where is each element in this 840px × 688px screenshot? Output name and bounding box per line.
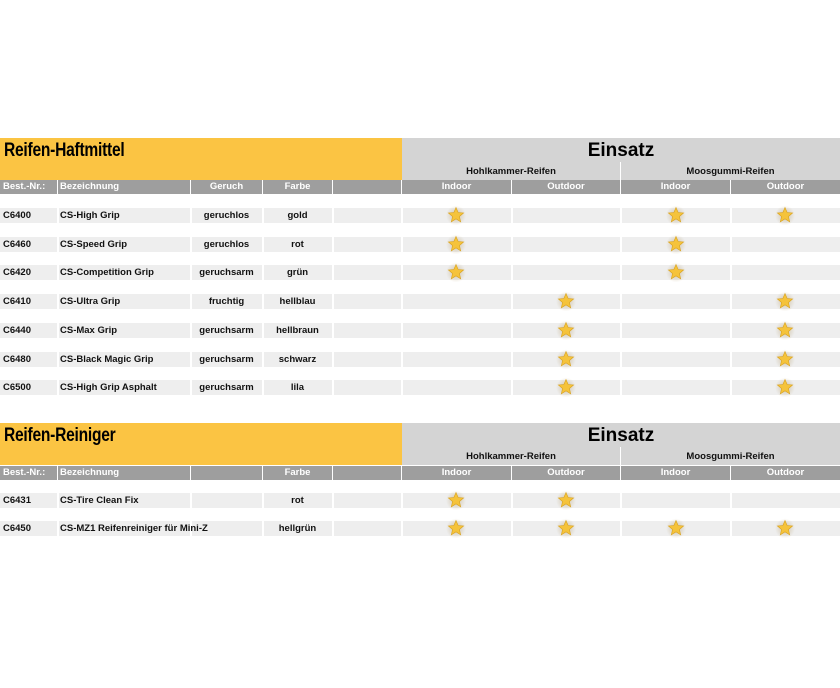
cell-gap — [620, 521, 622, 536]
cell-gap — [730, 265, 732, 280]
table-row — [0, 294, 840, 309]
star-icon — [556, 490, 576, 510]
cell-gap — [57, 352, 59, 367]
cell-gap — [511, 323, 513, 338]
cell-gap — [332, 208, 334, 223]
einsatz-title: Einsatz — [587, 140, 655, 161]
cell-gap — [511, 208, 513, 223]
cell-gap — [332, 294, 334, 309]
cell-farbe: schwarz — [278, 353, 317, 365]
cell-farbe: grün — [286, 267, 309, 279]
cell-gap — [401, 352, 403, 367]
cell-gap — [511, 265, 513, 280]
cell-gap — [730, 380, 732, 395]
cell-gap — [620, 493, 622, 508]
cell-gap — [620, 265, 622, 280]
cell-gap — [57, 380, 59, 395]
cell-gap — [401, 493, 403, 508]
cell-geruch — [191, 521, 262, 536]
cell-nr: C6440 — [3, 324, 31, 336]
cell-gap — [511, 352, 513, 367]
cell-gap — [401, 323, 403, 338]
group-hohlkammer: Hohlkammer-Reifen — [466, 451, 556, 462]
star-icon — [775, 377, 795, 397]
col-header-indoor-moosgummi: Indoor — [660, 467, 691, 478]
cell-name: CS-High Grip Asphalt — [60, 382, 157, 394]
cell-gap — [730, 208, 732, 223]
cell-gap — [57, 493, 59, 508]
cell-gap — [332, 380, 334, 395]
star-icon — [666, 205, 686, 225]
table-row — [0, 380, 840, 395]
cell-farbe: gold — [287, 210, 308, 221]
cell-gap — [511, 237, 513, 252]
cell-nr: C6480 — [3, 353, 31, 365]
table-row — [0, 237, 840, 252]
cell-name: CS-Ultra Grip — [60, 296, 121, 308]
cell-gap — [332, 237, 334, 252]
cell-farbe: hellbraun — [276, 324, 319, 336]
cell-name: CS-MZ1 Reifenreiniger für Mini-Z — [60, 523, 208, 534]
cell-gap — [620, 237, 622, 252]
cell-gap — [332, 265, 334, 280]
col-separator — [57, 466, 58, 480]
col-separator — [57, 180, 58, 194]
row-background — [0, 323, 840, 338]
cell-gap — [511, 521, 513, 536]
star-icon — [556, 320, 576, 340]
group-hohlkammer: Hohlkammer-Reifen — [466, 166, 556, 177]
col-header-outdoor-hohlkammer: Outdoor — [547, 467, 585, 478]
table-row — [0, 265, 840, 280]
cell-farbe: rot — [291, 495, 304, 506]
row-background — [0, 208, 840, 223]
row-background — [0, 294, 840, 309]
cell-gap — [730, 294, 732, 309]
col-separator — [332, 466, 333, 480]
cell-nr: C6500 — [3, 382, 31, 394]
star-icon — [446, 234, 466, 254]
cell-gap — [401, 380, 403, 395]
cell-gap — [57, 323, 59, 338]
cell-gap — [511, 493, 513, 508]
table-row — [0, 352, 840, 367]
cell-gap — [730, 521, 732, 536]
col-header-outdoor-moosgummi: Outdoor — [766, 181, 805, 192]
cell-gap — [57, 208, 59, 223]
table-header — [0, 180, 840, 194]
cell-farbe: lila — [290, 382, 305, 394]
cell-name: CS-Speed Grip — [60, 238, 128, 250]
star-icon — [446, 205, 466, 225]
col-header-outdoor-hohlkammer: Outdoor — [547, 181, 585, 192]
col-header-farbe: Farbe — [284, 467, 311, 478]
star-icon — [775, 349, 795, 369]
group-moosgummi: Moosgummi-Reifen — [686, 166, 775, 177]
cell-gap — [401, 208, 403, 223]
cell-name: CS-Max Grip — [60, 324, 118, 336]
star-icon — [775, 320, 795, 340]
col-header-outdoor-moosgummi: Outdoor — [766, 467, 805, 478]
cell-nr: C6431 — [3, 495, 31, 506]
section-haftmittel — [0, 138, 840, 398]
cell-name: CS-Black Magic Grip — [60, 353, 154, 365]
col-header-nr: Best.-Nr.: — [3, 181, 46, 192]
cell-gap — [511, 380, 513, 395]
col-header-indoor-hohlkammer: Indoor — [441, 181, 472, 192]
cell-gap — [401, 237, 403, 252]
section-title: Reifen-Haftmittel — [4, 140, 125, 161]
cell-farbe: hellgrün — [278, 523, 317, 534]
col-separator — [332, 180, 333, 194]
cell-geruch — [191, 493, 262, 508]
section-title: Reifen-Reiniger — [4, 425, 116, 446]
star-icon — [556, 518, 576, 538]
cell-gap — [730, 493, 732, 508]
table-row — [0, 521, 840, 536]
star-icon — [556, 291, 576, 311]
star-icon — [446, 518, 466, 538]
cell-nr: C6450 — [3, 523, 31, 534]
cell-nr: C6400 — [3, 210, 31, 221]
cell-name: CS-High Grip — [60, 210, 120, 221]
cell-geruch: geruchsarm — [199, 353, 254, 365]
cell-geruch: geruchlos — [203, 238, 250, 250]
cell-gap — [620, 352, 622, 367]
cell-gap — [730, 237, 732, 252]
cell-gap — [730, 352, 732, 367]
cell-geruch: geruchsarm — [199, 382, 254, 394]
star-icon — [666, 234, 686, 254]
cell-gap — [332, 521, 334, 536]
cell-geruch: fruchtig — [208, 296, 245, 308]
cell-farbe: rot — [291, 238, 304, 250]
cell-gap — [620, 380, 622, 395]
star-icon — [446, 490, 466, 510]
star-icon — [446, 262, 466, 282]
cell-geruch: geruchsarm — [199, 324, 254, 336]
cell-gap — [332, 352, 334, 367]
group-moosgummi: Moosgummi-Reifen — [686, 451, 775, 462]
section-reiniger — [0, 423, 840, 543]
cell-gap — [620, 208, 622, 223]
col-header-indoor-moosgummi: Indoor — [660, 181, 691, 192]
star-icon — [775, 518, 795, 538]
cell-gap — [332, 323, 334, 338]
star-icon — [556, 377, 576, 397]
table-header — [0, 466, 840, 480]
cell-geruch: geruchlos — [203, 210, 250, 221]
col-header-geruch: Geruch — [209, 181, 244, 192]
cell-farbe: hellblau — [279, 296, 316, 308]
cell-nr: C6460 — [3, 238, 31, 250]
cell-gap — [57, 237, 59, 252]
cell-gap — [620, 323, 622, 338]
cell-name: CS-Competition Grip — [60, 267, 154, 279]
table-row — [0, 493, 840, 508]
star-icon — [775, 291, 795, 311]
cell-gap — [401, 294, 403, 309]
table-row — [0, 323, 840, 338]
col-header-geruch — [191, 466, 262, 480]
cell-gap — [730, 323, 732, 338]
col-header-indoor-hohlkammer: Indoor — [441, 467, 472, 478]
star-icon — [666, 262, 686, 282]
star-icon — [556, 349, 576, 369]
cell-gap — [401, 521, 403, 536]
table-row — [0, 208, 840, 223]
col-header-name: Bezeichnung — [60, 181, 120, 192]
cell-gap — [620, 294, 622, 309]
cell-gap — [401, 265, 403, 280]
cell-nr: C6410 — [3, 296, 31, 308]
star-icon — [775, 205, 795, 225]
cell-geruch: geruchsarm — [199, 267, 254, 279]
einsatz-title: Einsatz — [587, 425, 655, 446]
col-header-nr: Best.-Nr.: — [3, 467, 46, 478]
col-header-name: Bezeichnung — [60, 467, 120, 478]
star-icon — [666, 518, 686, 538]
cell-gap — [511, 294, 513, 309]
col-header-farbe: Farbe — [284, 181, 311, 192]
cell-name: CS-Tire Clean Fix — [60, 495, 139, 506]
cell-nr: C6420 — [3, 267, 31, 279]
cell-gap — [57, 265, 59, 280]
cell-gap — [332, 493, 334, 508]
cell-gap — [57, 521, 59, 536]
cell-gap — [57, 294, 59, 309]
